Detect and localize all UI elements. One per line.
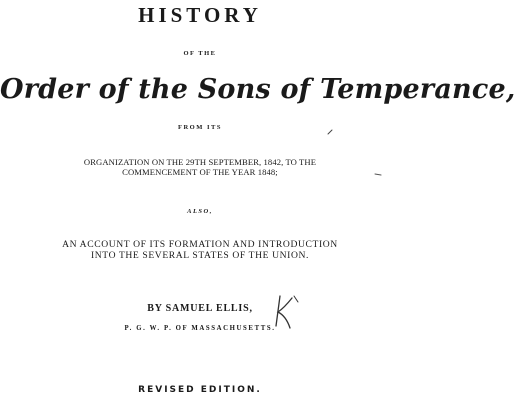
organization-line-1: ORGANIZATION ON THE 29TH SEPTEMBER, 1842, TO THE (83, 157, 317, 167)
main-title: Order of the Sons of Temperance, (0, 74, 515, 105)
handwritten-k-mark-icon (268, 292, 308, 332)
of-the-label: OF THE (183, 50, 217, 57)
also-label: ALSO, (187, 208, 213, 215)
from-its-label: FROM ITS (178, 124, 222, 131)
account-line-1: AN ACCOUNT OF ITS FORMATION AND INTRODUCTION (62, 239, 338, 250)
edition-label: REVISED EDITION. (138, 385, 262, 395)
organization-line-2: COMMENCEMENT OF THE YEAR 1848; (122, 167, 278, 177)
ink-speck-icon (326, 128, 336, 136)
author-line: BY SAMUEL ELLIS, (147, 303, 253, 314)
ink-speck-icon (374, 170, 384, 178)
author-title: P. G. W. P. OF MASSACHUSETTS. (124, 325, 276, 332)
account-line-2: INTO THE SEVERAL STATES OF THE UNION. (90, 250, 309, 261)
heading-history: HISTORY (138, 3, 262, 27)
organization-text (0, 157, 400, 177)
account-text (0, 239, 400, 261)
